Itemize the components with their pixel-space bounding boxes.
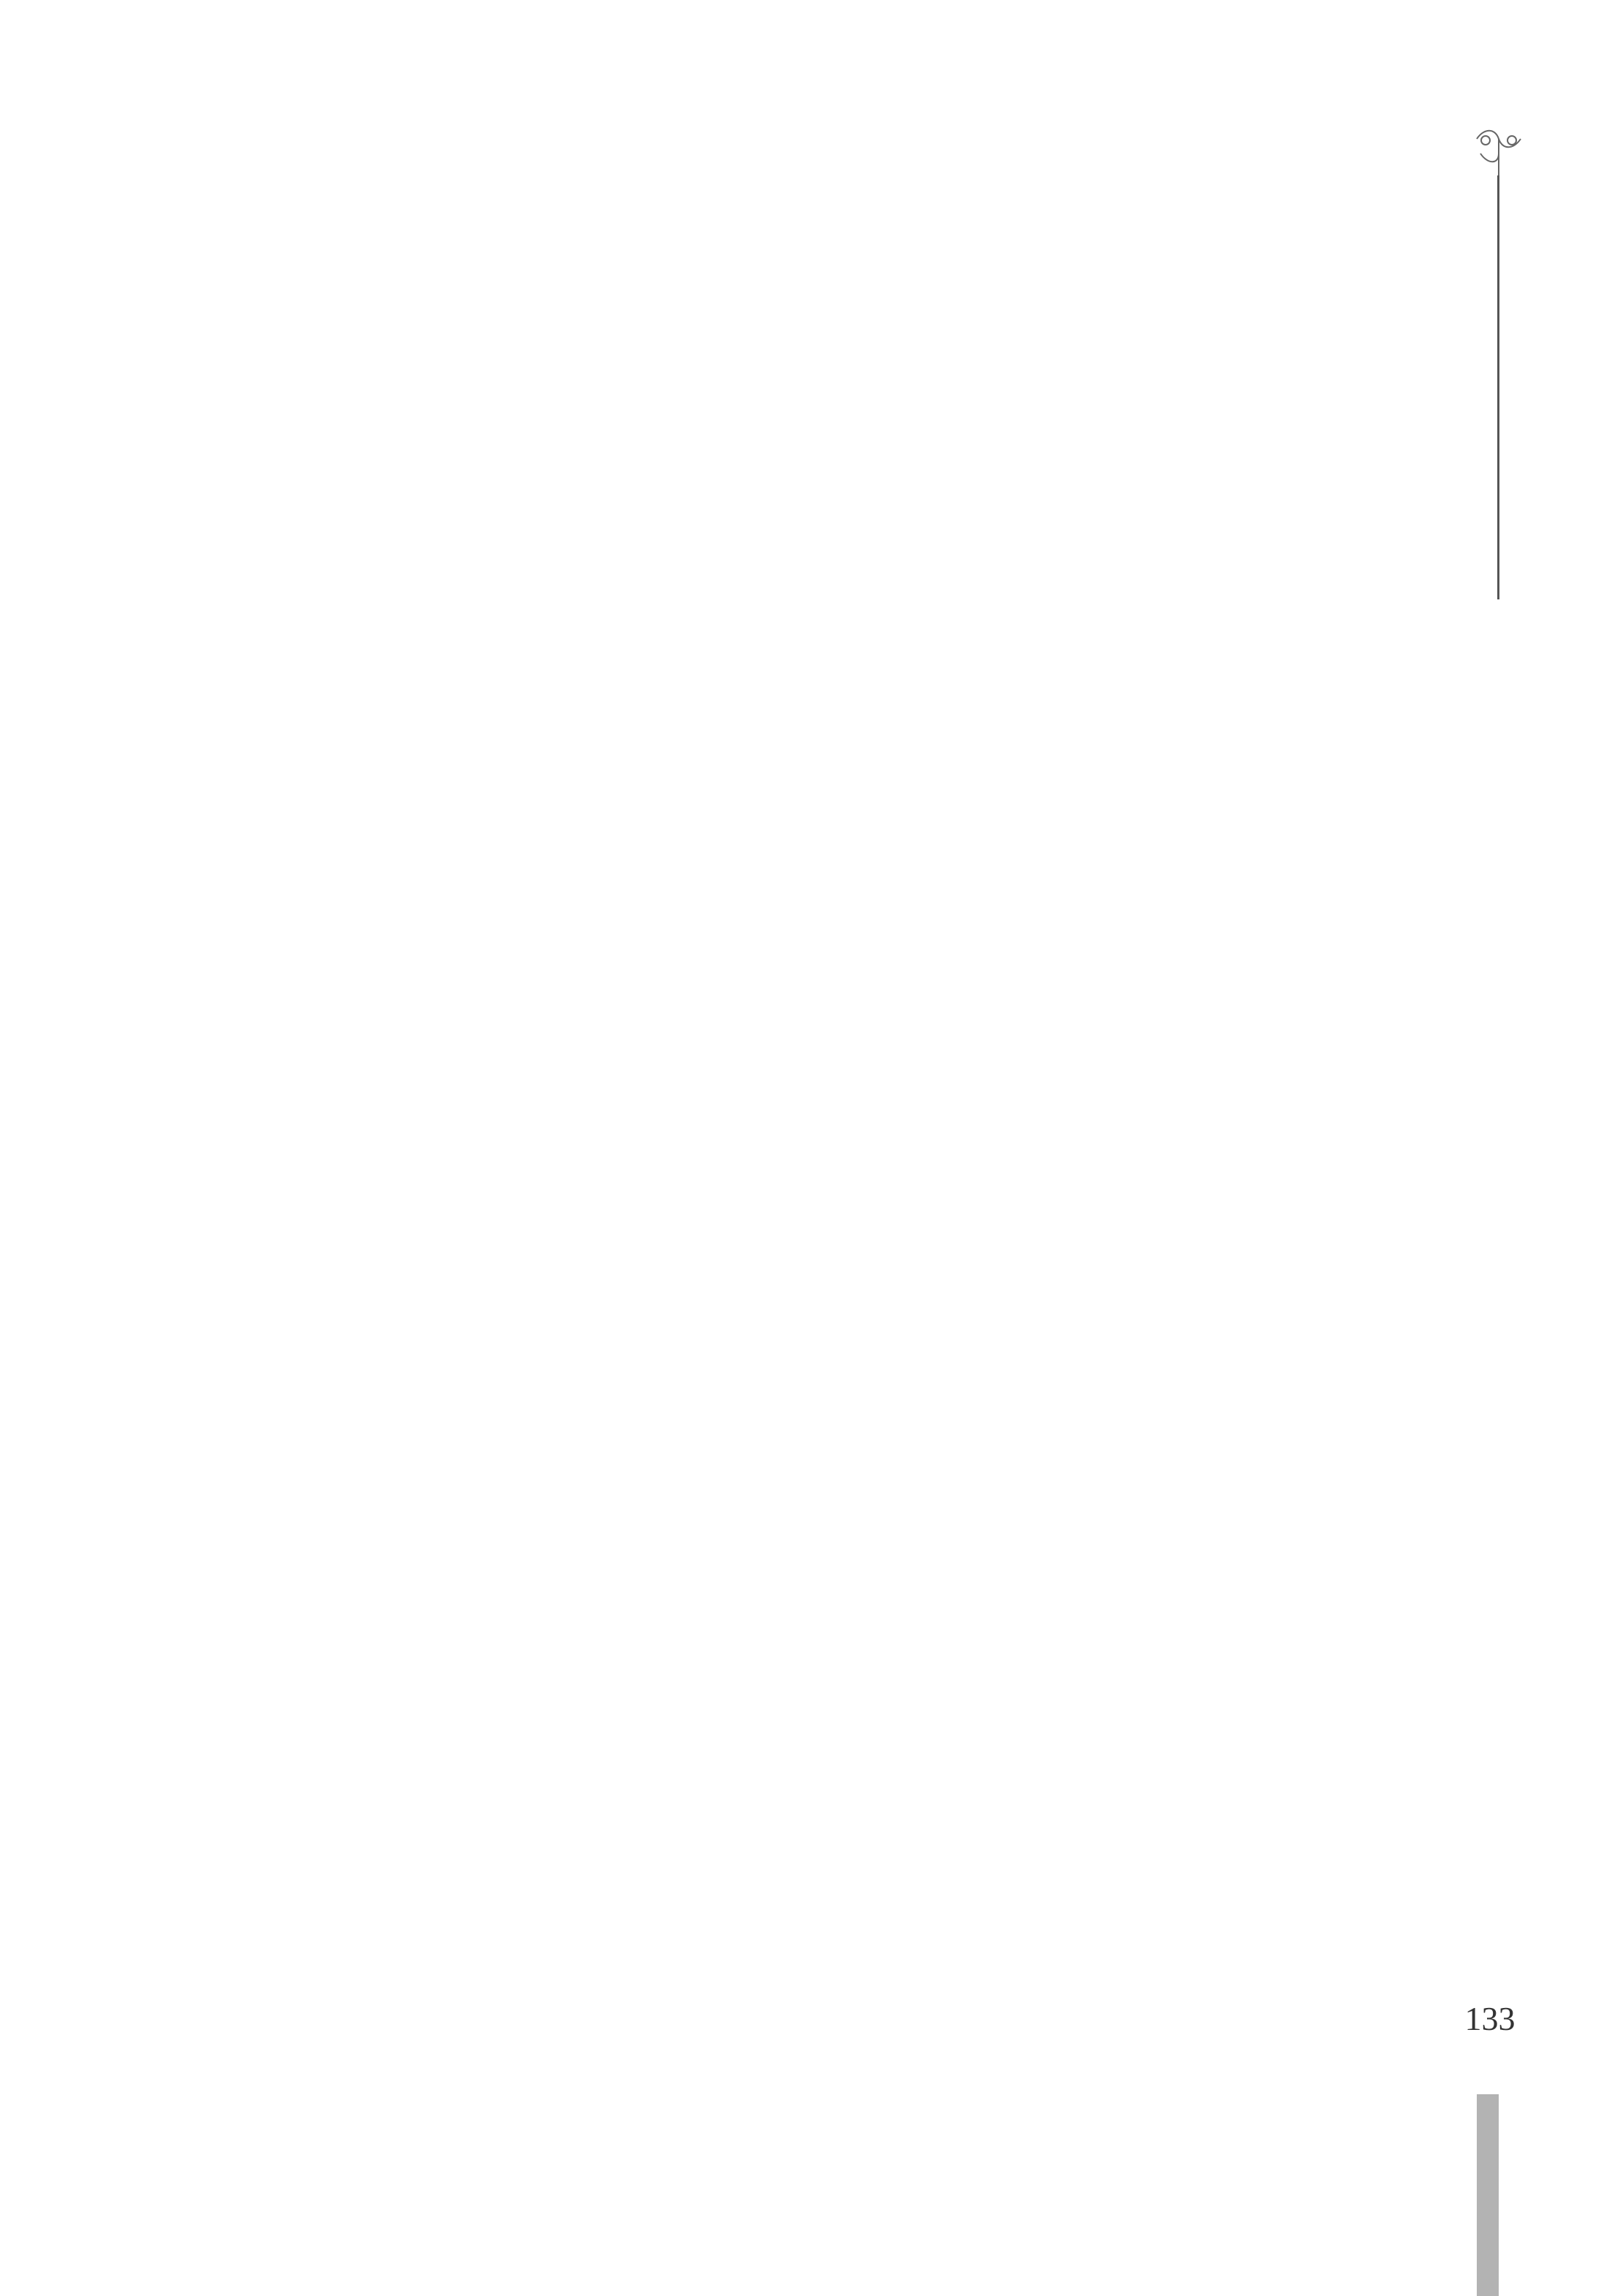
text-column	[611, 219, 659, 2003]
text-column	[1225, 219, 1273, 2003]
text-column	[423, 219, 470, 2003]
text-column	[234, 219, 281, 2003]
text-column	[470, 219, 518, 2003]
text-column	[1367, 219, 1415, 2003]
text-column	[706, 219, 754, 2003]
running-header	[1448, 110, 1528, 1031]
page-number: 133	[1464, 2000, 1516, 2037]
text-column	[847, 219, 895, 2003]
text-column	[801, 219, 848, 2003]
thumb-tab	[1477, 2094, 1499, 2296]
text-column	[989, 219, 1037, 2003]
text-column	[1178, 219, 1225, 2003]
running-header-title	[1455, 219, 1499, 950]
text-column	[281, 219, 328, 2003]
text-column	[1083, 219, 1131, 2003]
text-column	[375, 219, 423, 2003]
text-column	[659, 219, 706, 2003]
text-column	[1037, 219, 1084, 2003]
body-text	[186, 219, 1415, 2003]
text-column	[895, 219, 942, 2003]
text-column	[517, 219, 564, 2003]
text-column	[1320, 219, 1367, 2003]
text-column	[186, 219, 234, 2003]
text-column	[1273, 219, 1320, 2003]
flourish-ornament-icon	[1469, 124, 1528, 175]
text-column	[1131, 219, 1179, 2003]
text-column	[564, 219, 612, 2003]
text-column	[328, 219, 376, 2003]
text-column	[753, 219, 801, 2003]
text-column	[942, 219, 990, 2003]
